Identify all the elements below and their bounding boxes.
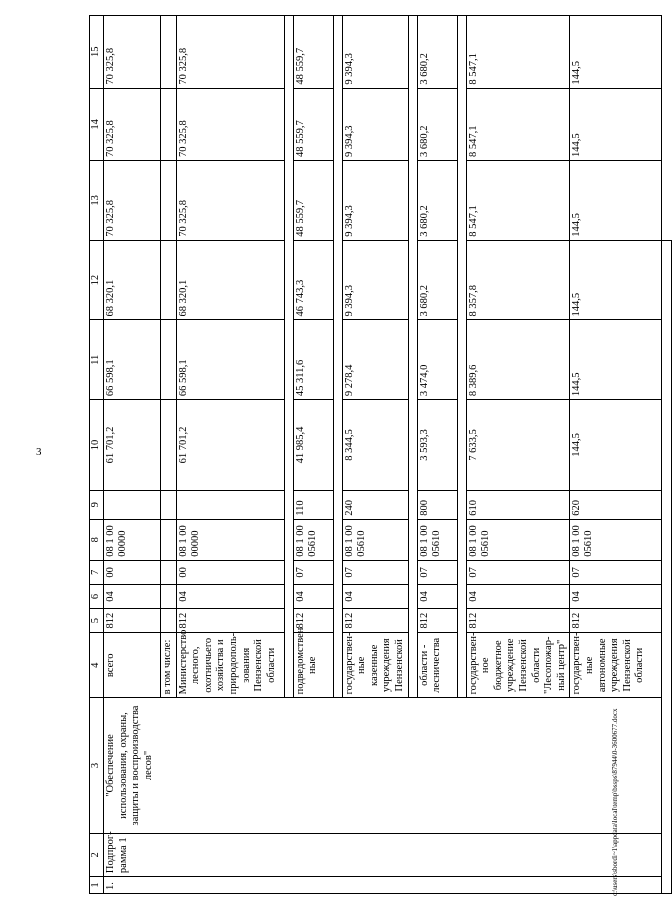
col6-value: 04 bbox=[293, 584, 333, 608]
value-2021: 9 394,3 bbox=[342, 240, 408, 320]
value-2022: 144,5 bbox=[570, 161, 662, 241]
col5-value: 812 bbox=[570, 609, 662, 633]
value-2023: 70 325,8 bbox=[176, 88, 284, 160]
value-2020: 9 278,4 bbox=[342, 320, 408, 400]
header-cell: 9 bbox=[90, 490, 104, 519]
col5-value: 812 bbox=[417, 609, 457, 633]
col7-value: 00 bbox=[104, 560, 161, 584]
header-cell: 5 bbox=[90, 609, 104, 633]
value-2022: 8 547,1 bbox=[466, 161, 570, 241]
value-2023: 144,5 bbox=[570, 88, 662, 160]
value-2023: 8 547,1 bbox=[466, 88, 570, 160]
value-2021: 144,5 bbox=[570, 240, 662, 320]
value-2021: 68 320,1 bbox=[176, 240, 284, 320]
value-2024: 8 547,1 bbox=[466, 16, 570, 89]
col8-code: 08 1 00 05610 bbox=[342, 519, 408, 560]
col9-value: 110 bbox=[293, 490, 333, 519]
col7-value: 00 bbox=[176, 560, 284, 584]
row-desc: государствен-ные казенные учреждения Пензенской bbox=[342, 633, 408, 698]
header-cell: 1 bbox=[90, 877, 104, 894]
header-cell: 14 bbox=[90, 88, 104, 160]
value-2024: 9 394,3 bbox=[342, 16, 408, 89]
row-desc: области - лесничества bbox=[417, 633, 457, 698]
value-2019: 8 344,5 bbox=[342, 400, 408, 491]
value-2021: 8 357,8 bbox=[466, 240, 570, 320]
column-number-row bbox=[90, 16, 104, 894]
value-2024: 3 680,2 bbox=[417, 16, 457, 89]
program-type-cell: Подпрог-рамма 1 bbox=[104, 833, 662, 876]
col9-value bbox=[104, 490, 161, 519]
col7-value: 07 bbox=[570, 560, 662, 584]
value-2024: 70 325,8 bbox=[104, 16, 161, 89]
col6-value: 04 bbox=[466, 584, 570, 608]
header-cell: 12 bbox=[90, 240, 104, 320]
col5-value: 812 bbox=[342, 609, 408, 633]
col9-value: 240 bbox=[342, 490, 408, 519]
value-2023: 48 559,7 bbox=[293, 88, 333, 160]
value-2022: 70 325,8 bbox=[176, 161, 284, 241]
row-desc: в том числе: bbox=[161, 633, 177, 698]
col5-value: 812 bbox=[293, 609, 333, 633]
col8-code: 08 1 00 05610 bbox=[417, 519, 457, 560]
value-2022: 3 680,2 bbox=[417, 161, 457, 241]
col9-value bbox=[176, 490, 284, 519]
col6-value: 04 bbox=[342, 584, 408, 608]
program-number-cell: 1. bbox=[104, 877, 662, 894]
value-2024: 48 559,7 bbox=[293, 16, 333, 89]
value-2022: 70 325,8 bbox=[104, 161, 161, 241]
col5-value: 812 bbox=[466, 609, 570, 633]
row-desc: государствен-ные автономные учреждения Пензенской области bbox=[570, 633, 662, 698]
col9-value: 610 bbox=[466, 490, 570, 519]
col9-value: 800 bbox=[417, 490, 457, 519]
row-desc: подведомствен ные bbox=[293, 633, 333, 698]
value-2024: 144,5 bbox=[570, 16, 662, 89]
value-2019: 61 701,2 bbox=[104, 400, 161, 491]
col6-value: 04 bbox=[104, 584, 161, 608]
col8-code: 08 1 00 05610 bbox=[293, 519, 333, 560]
value-2023: 3 680,2 bbox=[417, 88, 457, 160]
col6-value: 04 bbox=[176, 584, 284, 608]
header-cell: 2 bbox=[90, 833, 104, 876]
header-cell: 6 bbox=[90, 584, 104, 608]
table-row-total bbox=[104, 16, 161, 894]
col7-value: 07 bbox=[293, 560, 333, 584]
value-2020: 3 474,0 bbox=[417, 320, 457, 400]
col5-value: 812 bbox=[104, 609, 161, 633]
value-2021: 3 680,2 bbox=[417, 240, 457, 320]
header-cell: 13 bbox=[90, 161, 104, 241]
page-number: 3 bbox=[36, 446, 42, 458]
value-2020: 45 311,6 bbox=[293, 320, 333, 400]
col8-code: 08 1 00 00000 bbox=[104, 519, 161, 560]
value-2020: 8 389,6 bbox=[466, 320, 570, 400]
header-cell: 3 bbox=[90, 698, 104, 833]
col8-code: 08 1 00 05610 bbox=[570, 519, 662, 560]
col6-value: 04 bbox=[417, 584, 457, 608]
header-cell: 4 bbox=[90, 633, 104, 698]
value-2020: 66 598,1 bbox=[176, 320, 284, 400]
header-cell: 10 bbox=[90, 400, 104, 491]
row-desc: всего bbox=[104, 633, 161, 698]
header-cell: 11 bbox=[90, 320, 104, 400]
value-2019: 61 701,2 bbox=[176, 400, 284, 491]
value-2019: 7 633,5 bbox=[466, 400, 570, 491]
col6-value: 04 bbox=[570, 584, 662, 608]
value-2024: 70 325,8 bbox=[176, 16, 284, 89]
value-2021: 68 320,1 bbox=[104, 240, 161, 320]
value-2019: 144,5 bbox=[570, 400, 662, 491]
header-cell: 7 bbox=[90, 560, 104, 584]
value-2020: 144,5 bbox=[570, 320, 662, 400]
col5-value: 812 bbox=[176, 609, 284, 633]
col7-value: 07 bbox=[417, 560, 457, 584]
col8-code: 08 1 00 00000 bbox=[176, 519, 284, 560]
value-2021: 46 743,3 bbox=[293, 240, 333, 320]
value-2022: 9 394,3 bbox=[342, 161, 408, 241]
value-2023: 9 394,3 bbox=[342, 88, 408, 160]
header-cell: 8 bbox=[90, 519, 104, 560]
value-2022: 48 559,7 bbox=[293, 161, 333, 241]
col8-code: 08 1 00 05610 bbox=[466, 519, 570, 560]
value-2019: 41 985,4 bbox=[293, 400, 333, 491]
col7-value: 07 bbox=[466, 560, 570, 584]
value-2019: 3 593,3 bbox=[417, 400, 457, 491]
row-desc: Министерство лесного, охотничьего хозяйства и природополь-зования Пензенской области bbox=[176, 633, 284, 698]
file-path-footer: c:\users\sbordi~1\appdata\local\temp\bssps\87944\0-3600677.docx bbox=[611, 708, 619, 896]
row-desc: государствен-ное бюджетное учреждение Пензенской области "Лесопожар-ный центр" bbox=[466, 633, 570, 698]
col7-value: 07 bbox=[342, 560, 408, 584]
budget-table bbox=[89, 15, 672, 894]
header-cell: 15 bbox=[90, 16, 104, 89]
value-2023: 70 325,8 bbox=[104, 88, 161, 160]
value-2020: 66 598,1 bbox=[104, 320, 161, 400]
col9-value: 620 bbox=[570, 490, 662, 519]
program-name-cell: "Обеспечение использования, охраны, защиты и воспроизводства лесов" bbox=[104, 698, 662, 833]
